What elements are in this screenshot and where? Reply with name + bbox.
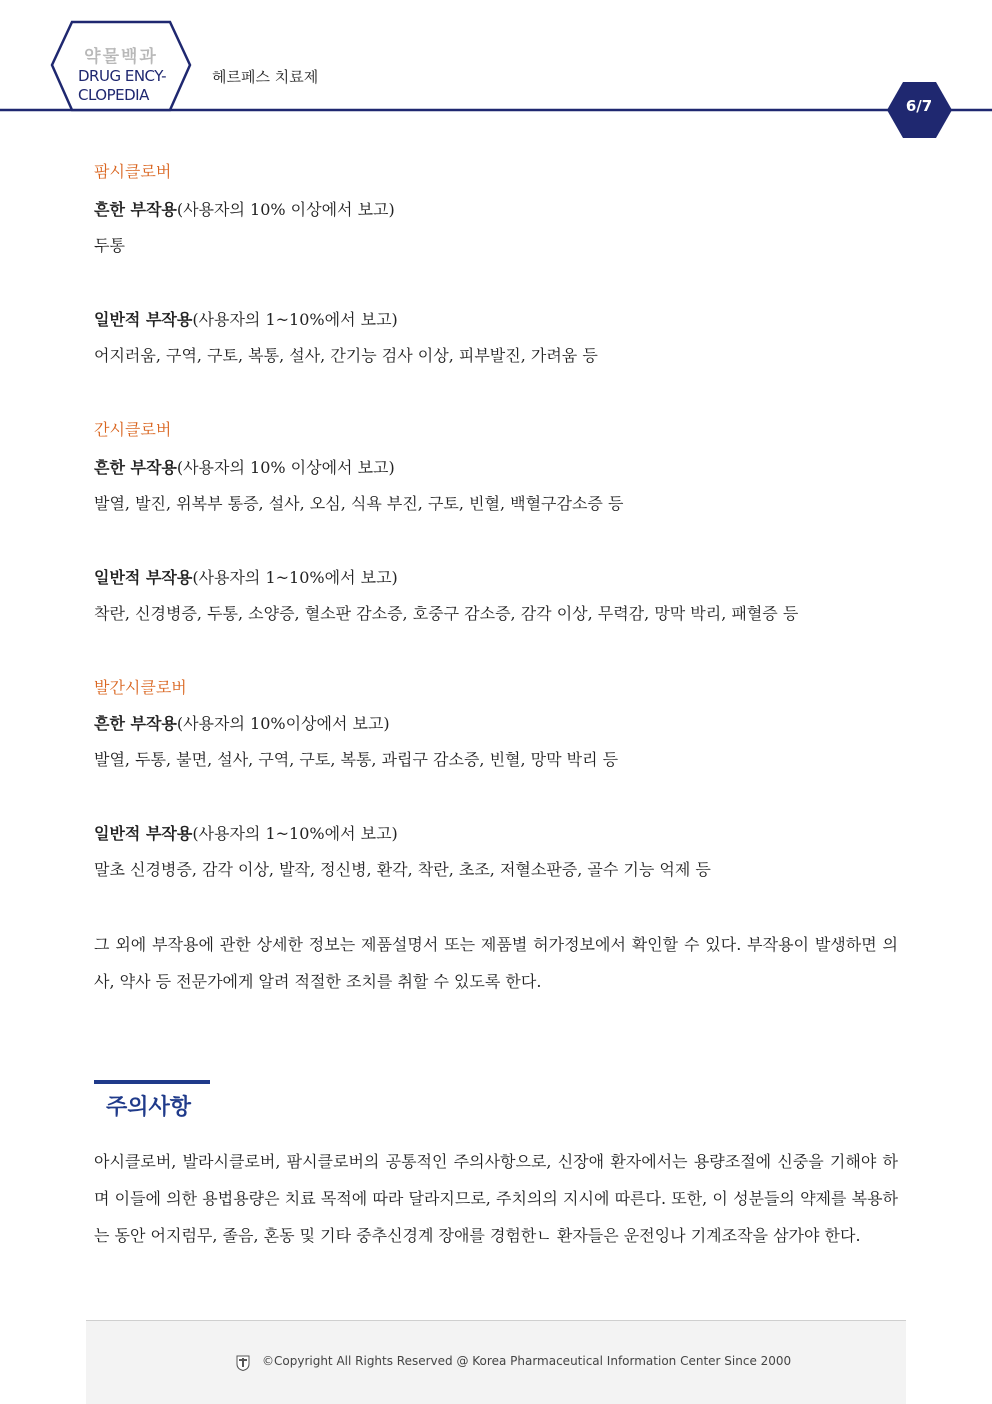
general-side-effects-list: 착란, 신경병증, 두통, 소양증, 혈소판 감소증, 호중구 감소증, 감각 이상, 무력감, 망막 박리, 패혈증 등 [94, 604, 799, 623]
copyright-text: ©Copyright All Rights Reserved @ Korea Pharmaceutical Information Center Since 2000 [262, 1354, 792, 1368]
other-info-paragraph: 그 외에 부작용에 관한 상세한 정보는 제품설명서 또는 제품별 허가정보에서 확인할 수 있다. 부작용이 발생하면 의사, 약사 등 전문가에게 알려 적절한 조치를 취할 수 있도록 한다. [94, 935, 898, 991]
general-label: 일반적 부작용 [94, 310, 193, 329]
general-side-effects-heading [94, 820, 898, 848]
general-side-effects-list: 말초 신경병증, 감각 이상, 발작, 정신병, 환각, 착란, 초조, 저혈소판증, 골수 기능 억제 등 [94, 860, 711, 879]
drug-section-valganciclovir [94, 674, 898, 892]
logo-english-line1: DRUG ENCY- [78, 67, 167, 85]
header-title: 헤르페스 치료제 [212, 68, 319, 86]
general-label: 일반적 부작용 [94, 824, 193, 843]
general-note: (사용자의 1~10%에서 보고) [192, 824, 398, 843]
general-side-effects-heading [94, 306, 898, 334]
common-note: (사용자의 10% 이상에서 보고) [176, 200, 395, 219]
section-title-caution: 주의사항 [106, 1095, 192, 1120]
common-label: 흔한 부작용 [94, 200, 177, 219]
drug-name: 팜시클로버 [94, 162, 172, 181]
common-side-effects-heading [94, 196, 898, 224]
drug-name: 발간시클로버 [94, 678, 187, 697]
common-note: (사용자의 10%이상에서 보고) [176, 714, 390, 733]
drug-section-ganciclovir [94, 416, 898, 636]
shield-emblem-icon [236, 1355, 250, 1371]
section-accent-bar [94, 1080, 210, 1084]
side-effects-content [94, 158, 898, 1000]
logo-korean: 약물백과 [84, 47, 158, 67]
page-header [0, 0, 992, 140]
common-side-effects-heading [94, 454, 898, 482]
common-side-effects-heading [94, 710, 898, 738]
common-note: (사용자의 10% 이상에서 보고) [176, 458, 395, 477]
common-label: 흔한 부작용 [94, 458, 177, 477]
common-side-effects-list: 두통 [94, 236, 125, 255]
page-number: 6/7 [905, 97, 933, 115]
general-note: (사용자의 1~10%에서 보고) [192, 568, 398, 587]
logo-english [78, 67, 168, 105]
page-footer [86, 1320, 906, 1404]
drug-name: 간시클로버 [94, 420, 172, 439]
general-label: 일반적 부작용 [94, 568, 193, 587]
common-side-effects-list: 발열, 발진, 위복부 통증, 설사, 오심, 식욕 부진, 구토, 빈혈, 백혈구감소증 등 [94, 494, 624, 513]
caution-paragraph: 아시클로버, 발라시클로버, 팜시클로버의 공통적인 주의사항으로, 신장애 환자에서는 용량조절에 신중을 기해야 하며 이들에 의한 용법용량은 치료 목적에 따라 달라지므로, 주치의의 지시에 따른다. 또한, 이 성분들의 약제를 복용하는 동안 어지럼무, 졸음, 혼동 및 기타 중추신경계 장애를 경험한ㄴ 환자들은 운전잉나 기계조작을 삼가야 한다. [94, 1152, 898, 1245]
general-side-effects-list: 어지러움, 구역, 구토, 복통, 설사, 간기능 검사 이상, 피부발진, 가려움 등 [94, 346, 598, 365]
drug-section-famciclovir [94, 158, 898, 378]
common-side-effects-list: 발열, 두통, 불면, 설사, 구역, 구토, 복통, 과립구 감소증, 빈혈, 망막 박리 등 [94, 750, 619, 769]
logo-english-line2: CLOPEDIA [78, 86, 149, 104]
general-note: (사용자의 1~10%에서 보고) [192, 310, 398, 329]
general-side-effects-heading [94, 564, 898, 592]
common-label: 흔한 부작용 [94, 714, 177, 733]
